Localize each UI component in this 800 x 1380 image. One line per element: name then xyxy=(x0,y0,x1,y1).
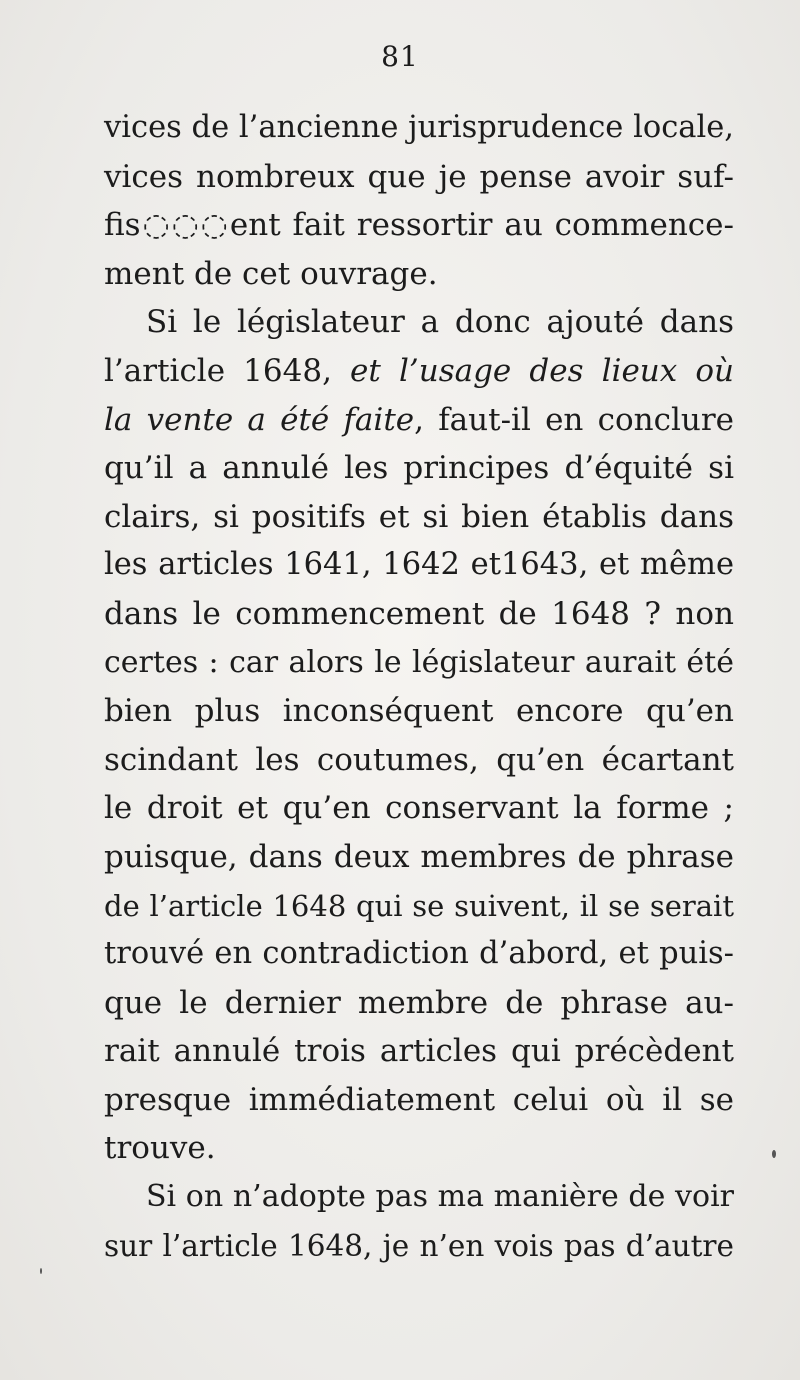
text-line: puisque, dans deux membres de phrase xyxy=(104,838,734,875)
text-line: scindant les coutumes, qu’en écartant xyxy=(104,741,734,778)
paper-speck xyxy=(40,1268,42,1274)
body-text xyxy=(104,104,734,1270)
paper-speck xyxy=(772,1150,776,1158)
text-line: trouvé en contradiction d’abord, et puis- xyxy=(104,936,734,972)
text-line: que le dernier membre de phrase au- xyxy=(104,984,734,1021)
text-line: le droit et qu’en conservant la forme ; xyxy=(104,790,734,827)
text-line: sur l’article 1648, je n’en vois pas d’autre xyxy=(104,1228,734,1263)
text-line: fis◌◌◌ent fait ressortir au commence- xyxy=(104,207,734,244)
text-line: vices nombreux que je pense avoir suf- xyxy=(104,158,734,195)
text-line: de l’article 1648 qui se suivent, il se serait xyxy=(104,888,734,923)
text-line: ment de cet ouvrage. xyxy=(104,255,438,292)
page-number: 81 xyxy=(381,40,419,73)
text-line: la vente a été faite, faut-il en conclure xyxy=(104,401,734,438)
paragraph-start-line: Si on n’adopte pas ma manière de voir xyxy=(146,1179,734,1215)
italic-quote: et l’usage des lieux où xyxy=(350,352,734,389)
paragraph-start-line: Si le législateur a donc ajouté dans xyxy=(146,304,734,341)
text-line: qu’il a annulé les principes d’équité si xyxy=(104,450,734,487)
text-line: clairs, si positifs et si bien établis dans xyxy=(104,498,734,535)
text-line: les articles 1641, 1642 et1643, et même xyxy=(104,547,734,583)
text-line: presque immédiatement celui où il se xyxy=(104,1081,734,1118)
text-line: vices de l’ancienne jurisprudence locale, xyxy=(104,110,734,145)
text-line: certes : car alors le législateur aurait été xyxy=(104,644,734,680)
text-line: trouve. xyxy=(104,1130,216,1167)
text-line: dans le commencement de 1648 ? non xyxy=(104,595,734,632)
text-line: rait annulé trois articles qui précèdent xyxy=(104,1033,734,1070)
italic-quote: la vente a été faite xyxy=(104,401,415,438)
text-line: l’article 1648, et l’usage des lieux où xyxy=(104,352,734,389)
text-line: bien plus inconséquent encore qu’en xyxy=(104,693,734,730)
